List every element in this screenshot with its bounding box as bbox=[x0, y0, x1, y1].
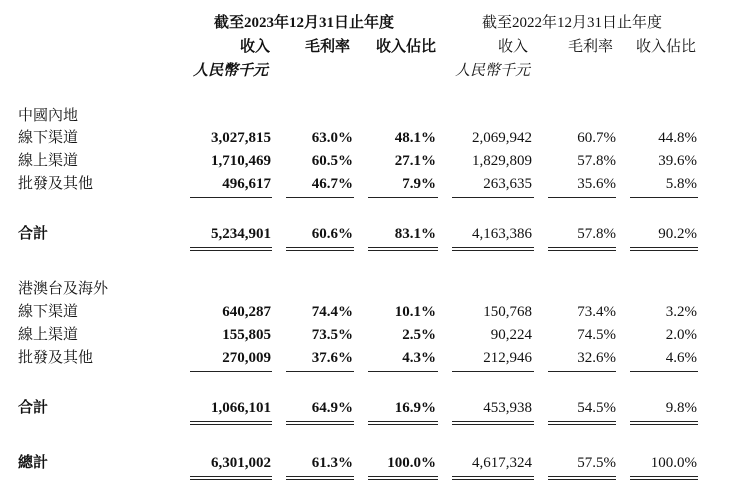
rule-single bbox=[190, 371, 272, 372]
rule-double bbox=[286, 247, 354, 251]
section-title-mainland: 中國內地 bbox=[18, 108, 79, 124]
cell-share-2022: 5.8% bbox=[665, 176, 697, 192]
row-label: 線下渠道 bbox=[18, 304, 79, 320]
rule-double bbox=[286, 476, 354, 480]
col-revenue-2022: 收入 bbox=[498, 39, 529, 55]
rule-double bbox=[630, 476, 698, 480]
cell-margin-2023: 74.4% bbox=[311, 304, 353, 320]
subtotal-share-2022: 90.2% bbox=[658, 226, 697, 242]
cell-margin-2023: 63.0% bbox=[311, 130, 353, 146]
cell-revenue-2023: 640,287 bbox=[222, 304, 271, 320]
total-revenue-2023: 6,301,002 bbox=[211, 455, 271, 471]
subtotal-margin-2023: 64.9% bbox=[311, 400, 353, 416]
cell-revenue-2023: 270,009 bbox=[222, 350, 271, 366]
subtotal-margin-2023: 60.6% bbox=[311, 226, 353, 242]
rule-double bbox=[190, 247, 272, 251]
rule-single bbox=[630, 197, 698, 198]
row-label: 線上渠道 bbox=[18, 327, 79, 343]
rule-single bbox=[548, 371, 616, 372]
total-margin-2023: 61.3% bbox=[311, 455, 353, 471]
rule-single bbox=[286, 197, 354, 198]
cell-share-2023: 48.1% bbox=[394, 130, 436, 146]
rule-double bbox=[190, 476, 272, 480]
rule-single bbox=[190, 197, 272, 198]
subtotal-revenue-2023: 1,066,101 bbox=[211, 400, 271, 416]
row-label: 線上渠道 bbox=[18, 153, 79, 169]
rule-double bbox=[630, 247, 698, 251]
cell-revenue-2022: 2,069,942 bbox=[472, 130, 532, 146]
cell-revenue-2023: 496,617 bbox=[222, 176, 271, 192]
subtotal-revenue-2022: 4,163,386 bbox=[472, 226, 532, 242]
cell-revenue-2022: 212,946 bbox=[483, 350, 532, 366]
rule-double bbox=[190, 421, 272, 425]
unit-2023: 人民幣千元 bbox=[193, 63, 269, 79]
rule-single bbox=[452, 371, 534, 372]
cell-margin-2022: 74.5% bbox=[577, 327, 616, 343]
rule-double bbox=[368, 476, 438, 480]
rule-double bbox=[452, 421, 534, 425]
rule-double bbox=[548, 247, 616, 251]
cell-share-2023: 4.3% bbox=[402, 350, 436, 366]
cell-share-2022: 44.8% bbox=[658, 130, 697, 146]
col-gross-margin-2023: 毛利率 bbox=[305, 39, 351, 55]
cell-margin-2023: 37.6% bbox=[311, 350, 353, 366]
rule-single bbox=[548, 197, 616, 198]
subtotal-share-2023: 16.9% bbox=[394, 400, 436, 416]
cell-margin-2022: 32.6% bbox=[577, 350, 616, 366]
rule-double bbox=[452, 476, 534, 480]
rule-single bbox=[630, 371, 698, 372]
total-revenue-2022: 4,617,324 bbox=[472, 455, 532, 471]
cell-margin-2022: 60.7% bbox=[577, 130, 616, 146]
row-label: 線下渠道 bbox=[18, 130, 79, 146]
col-revenue-2023: 收入 bbox=[240, 39, 271, 55]
cell-share-2023: 27.1% bbox=[394, 153, 436, 169]
cell-share-2023: 2.5% bbox=[402, 327, 436, 343]
rule-double bbox=[630, 421, 698, 425]
total-share-2022: 100.0% bbox=[650, 455, 697, 471]
col-gross-margin-2022: 毛利率 bbox=[568, 39, 614, 55]
cell-share-2022: 2.0% bbox=[665, 327, 697, 343]
subtotal-revenue-2023: 5,234,901 bbox=[211, 226, 271, 242]
cell-revenue-2023: 1,710,469 bbox=[211, 153, 271, 169]
cell-share-2022: 3.2% bbox=[665, 304, 697, 320]
subtotal-label: 合計 bbox=[18, 226, 49, 242]
total-share-2023: 100.0% bbox=[387, 455, 436, 471]
subtotal-margin-2022: 57.8% bbox=[577, 226, 616, 242]
cell-share-2022: 39.6% bbox=[658, 153, 697, 169]
cell-share-2023: 7.9% bbox=[402, 176, 436, 192]
period-2022-header: 截至2022年12月31日止年度 bbox=[482, 15, 663, 31]
cell-margin-2023: 46.7% bbox=[311, 176, 353, 192]
cell-revenue-2023: 155,805 bbox=[222, 327, 271, 343]
subtotal-label: 合計 bbox=[18, 400, 49, 416]
grand-total-label: 總計 bbox=[18, 455, 49, 471]
row-label: 批發及其他 bbox=[18, 176, 94, 192]
rule-double bbox=[368, 421, 438, 425]
cell-margin-2023: 60.5% bbox=[311, 153, 353, 169]
section-title-overseas: 港澳台及海外 bbox=[18, 281, 109, 297]
subtotal-share-2022: 9.8% bbox=[665, 400, 697, 416]
period-2023-header: 截至2023年12月31日止年度 bbox=[214, 15, 395, 31]
row-label: 批發及其他 bbox=[18, 350, 94, 366]
subtotal-revenue-2022: 453,938 bbox=[483, 400, 532, 416]
col-share-2022: 收入佔比 bbox=[636, 39, 697, 55]
rule-double bbox=[368, 247, 438, 251]
cell-margin-2022: 57.8% bbox=[577, 153, 616, 169]
cell-revenue-2022: 150,768 bbox=[483, 304, 532, 320]
rule-single bbox=[368, 371, 438, 372]
cell-share-2023: 10.1% bbox=[394, 304, 436, 320]
total-margin-2022: 57.5% bbox=[577, 455, 616, 471]
cell-revenue-2022: 90,224 bbox=[490, 327, 532, 343]
rule-double bbox=[452, 247, 534, 251]
cell-revenue-2022: 263,635 bbox=[483, 176, 532, 192]
rule-single bbox=[286, 371, 354, 372]
rule-double bbox=[548, 421, 616, 425]
subtotal-margin-2022: 54.5% bbox=[577, 400, 616, 416]
rule-single bbox=[452, 197, 534, 198]
cell-share-2022: 4.6% bbox=[665, 350, 697, 366]
cell-revenue-2023: 3,027,815 bbox=[211, 130, 271, 146]
cell-revenue-2022: 1,829,809 bbox=[472, 153, 532, 169]
rule-double bbox=[548, 476, 616, 480]
cell-margin-2023: 73.5% bbox=[311, 327, 353, 343]
unit-2022: 人民幣千元 bbox=[455, 63, 531, 79]
rule-double bbox=[286, 421, 354, 425]
subtotal-share-2023: 83.1% bbox=[394, 226, 436, 242]
col-share-2023: 收入佔比 bbox=[376, 39, 437, 55]
rule-single bbox=[368, 197, 438, 198]
cell-margin-2022: 73.4% bbox=[577, 304, 616, 320]
cell-margin-2022: 35.6% bbox=[577, 176, 616, 192]
